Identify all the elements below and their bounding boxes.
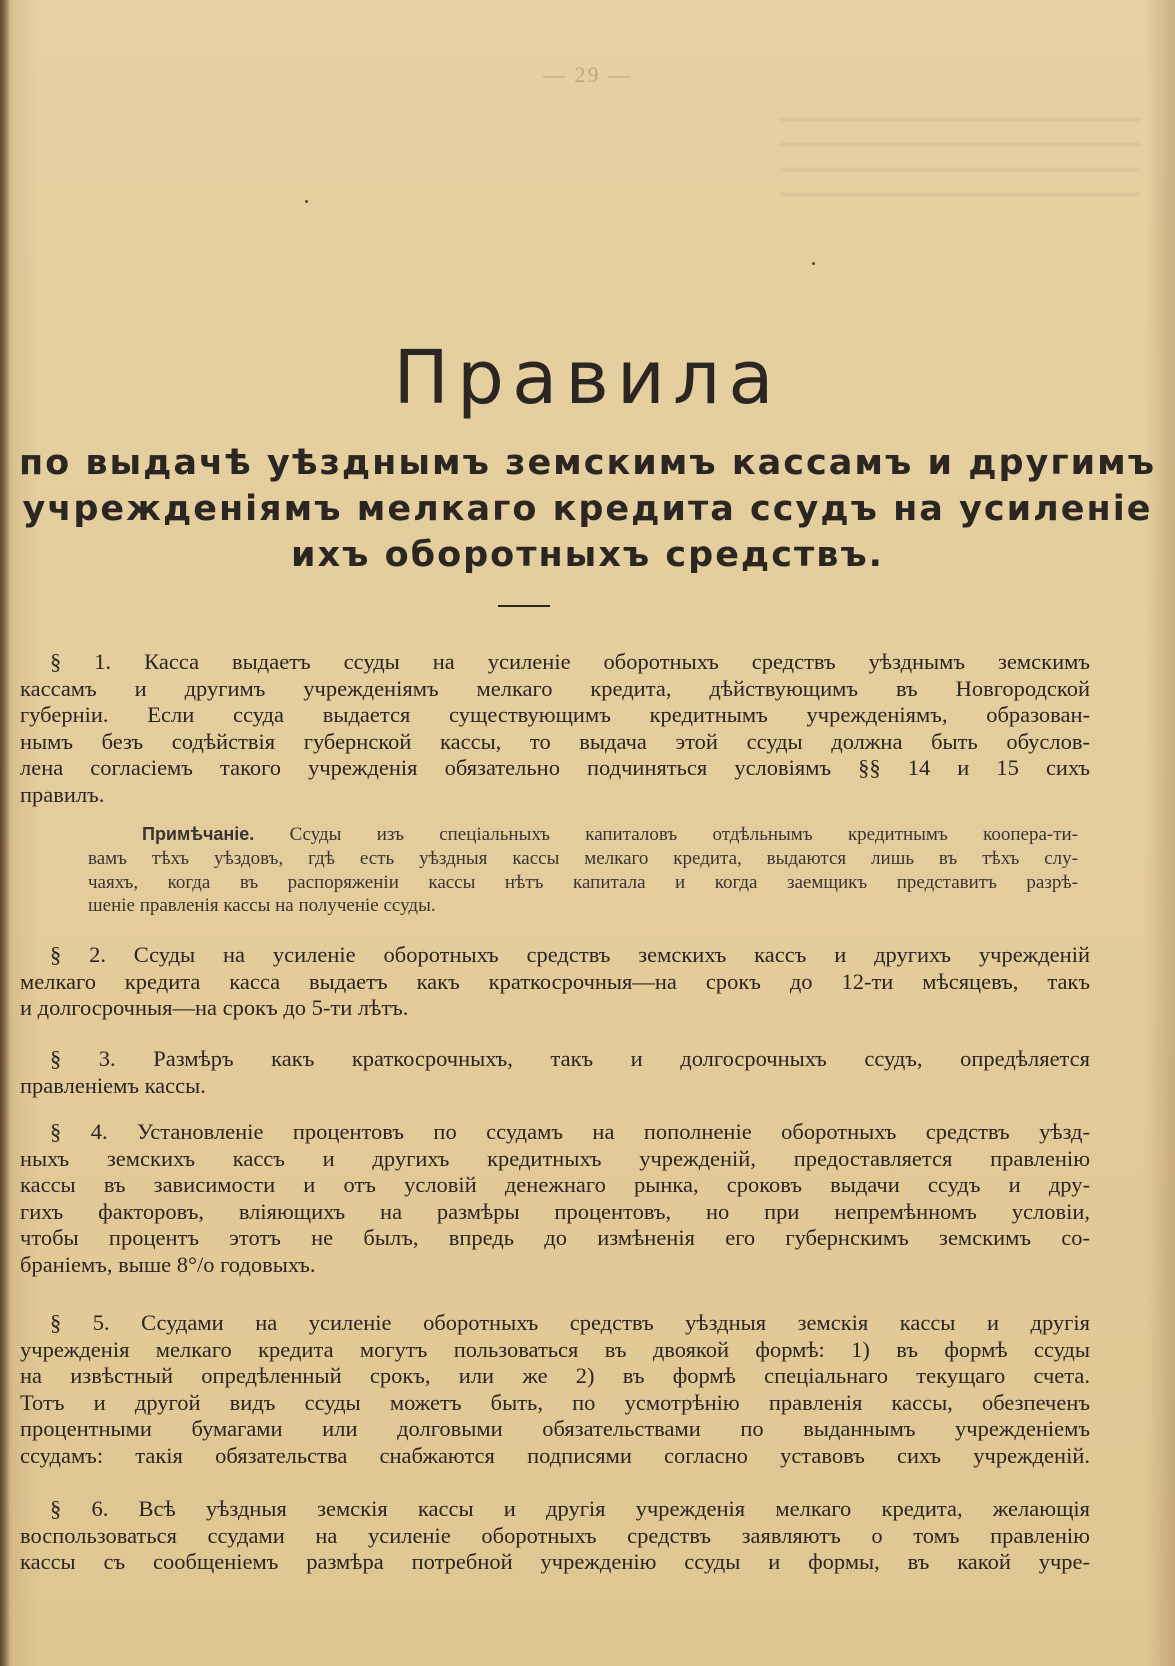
text-line: и долгосрочныя—на срокъ до 5-ти лѣтъ. <box>20 995 409 1021</box>
text-line: ныхъ земскихъ кассъ и другихъ кредитныхъ учрежденій, предоставляется правленію <box>20 1145 1090 1171</box>
text-line: § 1. Касса выдаетъ ссуды на усиленіе оборотныхъ средствъ уѣзднымъ земскимъ <box>50 649 1090 674</box>
text-line: гихъ факторовъ, вліяющихъ на размѣры процентовъ, но при непремѣнномъ условіи, <box>20 1198 1090 1224</box>
paragraph-6 <box>20 1496 1090 1576</box>
page-gutter-edge <box>0 0 10 1666</box>
note-line <box>88 823 1078 847</box>
text-line: ссудамъ: такія обязательства снабжаются подписями согласно уставовъ сихъ учрежденій. <box>20 1442 1090 1468</box>
text-line: учрежденія мелкаго кредита могутъ пользоваться въ двоякой формѣ: 1) въ формѣ ссуды <box>20 1336 1090 1362</box>
paragraph-5 <box>20 1310 1090 1470</box>
text-line: на извѣстный опредѣленный срокъ, или же 2) въ формѣ спеціальнаго текущаго счета. <box>20 1363 1090 1389</box>
subtitle-line: ихъ оборотныхъ средствъ. <box>291 535 884 575</box>
paragraph-1 <box>20 649 1090 809</box>
text-line: Тотъ и другой видъ ссуды можетъ быть, по усмотрѣнію правленія кассы, обезпеченъ <box>20 1389 1090 1415</box>
paper-speck <box>812 262 815 265</box>
text-line: чтобы процентъ этотъ не былъ, впредь до измѣненія его губернскимъ земскимъ со- <box>20 1225 1090 1251</box>
note-line: чаяхъ, когда въ распоряженіи кассы нѣтъ капитала и когда заемщикъ представитъ разрѣ- <box>88 871 1078 893</box>
text-line: кассы съ сообщеніемъ размѣра потребной учрежденію ссуды и формы, въ какой учре- <box>20 1549 1090 1575</box>
note-line: шеніе правленія кассы на полученіе ссуды. <box>88 895 436 917</box>
text-line: нымъ безъ содѣйствія губернской кассы, то выдача этой ссуды должна быть обуслов- <box>20 728 1090 754</box>
subtitle-line: учрежденіямъ мелкаго кредита ссудъ на усиленіе <box>22 489 1153 529</box>
text-line: § 2. Ссуды на усиленіе оборотныхъ средствъ земскихъ кассъ и другихъ учрежденій <box>50 942 1090 967</box>
text-line: кассамъ и другимъ учрежденіямъ мелкаго кредита, дѣйствующимъ въ Новгородской <box>20 675 1090 701</box>
text-line: § 6. Всѣ уѣздныя земскія кассы и другія учрежденія мелкаго кредита, желающія <box>50 1496 1090 1521</box>
note-block <box>88 823 1078 918</box>
note-label: Примѣчаніе. <box>142 824 255 844</box>
text-line: воспользоваться ссудами на усиленіе оборотныхъ средствъ заявляютъ о томъ правленію <box>20 1522 1090 1548</box>
subtitle-line: по выдачѣ уѣзднымъ земскимъ кассамъ и другимъ <box>18 443 1157 483</box>
paragraph-2 <box>20 942 1090 1022</box>
note-text: Ссуды изъ спеціальныхъ капиталовъ отдѣльнымъ кредитнымъ коопера-ти- <box>289 824 1078 845</box>
text-line: процентными бумагами или долговыми обязательствами по выданнымъ учрежденіемъ <box>20 1416 1090 1442</box>
paper-speck <box>305 200 308 203</box>
page-number: — 29 — <box>543 62 632 87</box>
text-line: губерніи. Если ссуда выдается существующимъ кредитнымъ учрежденіямъ, образован- <box>20 702 1090 728</box>
text-line: § 5. Ссудами на усиленіе оборотныхъ средствъ уѣздныя земскія кассы и другія <box>50 1310 1090 1335</box>
text-line: мелкаго кредита касса выдаетъ какъ краткосрочныя—на срокъ до 12-ти мѣсяцевъ, такъ <box>20 968 1090 994</box>
text-line: правилъ. <box>20 781 105 807</box>
text-line: браніемъ, выше 8°/о годовыхъ. <box>20 1251 316 1277</box>
title-divider <box>498 605 550 607</box>
text-line: лена согласіемъ такого учрежденія обязательно подчиняться условіямъ §§ 14 и 15 сихъ <box>20 755 1090 781</box>
document-subtitle <box>0 440 1175 578</box>
text-line: правленіемъ кассы. <box>20 1072 206 1098</box>
paragraph-3 <box>20 1046 1090 1099</box>
note-line: вамъ тѣхъ уѣздовъ, гдѣ есть уѣздныя кассы мелкаго кредита, выдаются лишь въ тѣхъ слу- <box>88 847 1078 869</box>
document-title: Правила <box>393 335 782 421</box>
text-line: кассы въ зависимости и отъ условій денежнаго рынка, сроковъ выдачи ссудъ и дру- <box>20 1172 1090 1198</box>
show-through-text <box>780 118 1140 208</box>
text-line: § 4. Установленіе процентовъ по ссудамъ на пополненіе оборотныхъ средствъ уѣзд- <box>50 1119 1090 1144</box>
paragraph-4 <box>20 1119 1090 1279</box>
text-line: § 3. Размѣръ какъ краткосрочныхъ, такъ и долгосрочныхъ ссудъ, опредѣляется <box>50 1046 1090 1071</box>
